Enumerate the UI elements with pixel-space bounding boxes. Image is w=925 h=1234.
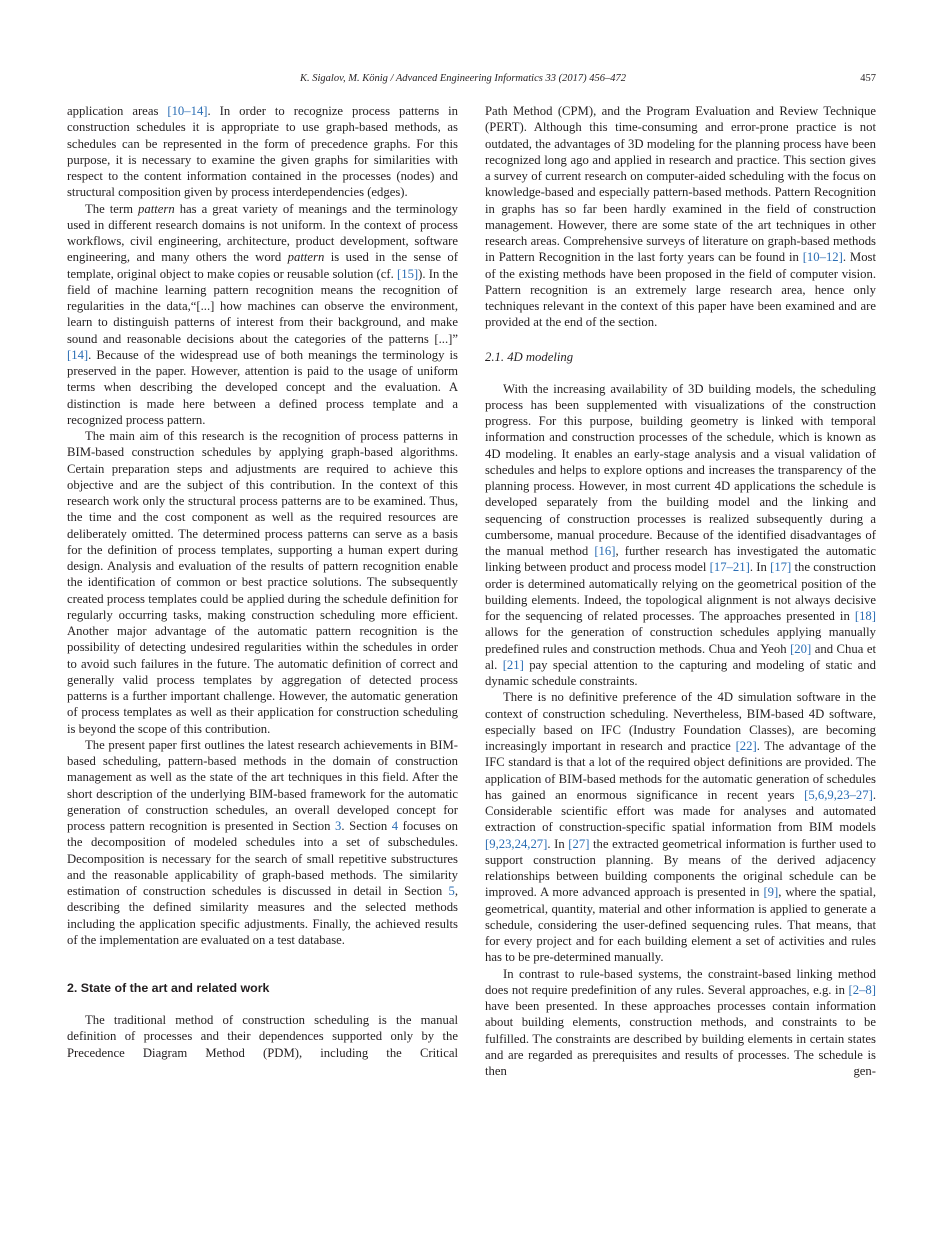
paragraph: There is no definitive preference of the 4D simulation software in the context of construction scheduling. Nevertheless, BIM-based 4D software, especially based on IFC (Industry Foundation Classes), are becoming increasingly important in research and practice [22]. The advantage of the IFC standard is that a lot of the required object definitions are provided. The application of BIM-based methods for the automatic generation of schedules has gained an enormous significance in recent years [5,6,9,23–27]. Considerable scientific effort was made for analyses and automated extraction of construction-specific spatial information from BIM models [9,23,24,27]. In [27] the extracted geometrical information is further used to support construction planning. By means of the derived adjacency relationships between building components the original schedule can be improved. A more advanced approach is presented in [9], where the spatial, geometrical, quantity, material and other information is applied to generate a schedule, considering the user-defined sequencing rules. That means, that for every project and for each building element a set of activities and rules has to be pre-determined manually. bbox=[485, 690, 876, 965]
paragraph: application areas [10–14]. In order to recognize process patterns in construction schedules it is appropriate to use graph-based methods, as schedules can be represented in the form of precedence graphs. For this purpose, it is necessary to examine the given graphs for similarities with respect to the content information contained in the processes (nodes) and structural composition given by process interdependencies (edges). bbox=[67, 104, 458, 200]
citation-link[interactable]: [27] bbox=[568, 836, 590, 851]
citation-link[interactable]: [10–14] bbox=[167, 104, 208, 118]
citation-link[interactable]: [2–8] bbox=[848, 982, 876, 997]
citation-link[interactable]: [18] bbox=[854, 609, 876, 623]
paragraph: With the increasing availability of 3D building models, the scheduling process has been supplemented with visualizations of the construction progress. For this purpose, building geometry is linked with temporal information and construction processes of the schedule, which is known as 4D modeling. It enables an early-stage analysis and a visual validation of schedules and helps to explore options and increases the transparency of the planning process. However, in most current 4D applications the schedule is developed separately from the building model and the linking and sequencing of construction processes is realized subsequently during a cumbersome, manual procedure. Because of the identified disadvantages of the manual method [16], further research has investigated the automatic linking between product and process model [17–21]. In [17] the construction order is determined automatically relying on the geometrical position of the building elements. Indeed, the topological alignment is not always decisive for the sequencing of related processes. The approaches presented in [18] allows for the generation of construction schedules applying manually predefined rules and construction methods. Chua and Yeoh [20] and Chua et al. [21] pay special attention to the capturing and modeling of static and dynamic schedule constraints. bbox=[485, 381, 876, 688]
paragraph: The term pattern has a great variety of meanings and the terminology used in different research domains is not uniform. In the context of process workflows, civil engineering, architecture, product development, software engineering, and many others the word pattern is used in the sense of template, original object to make copies or reusable solution (cf. [15]). In the field of machine learning pattern recognition means the recognition of regularities in the data,“[...] how machines can observe the environment, learn to distinguish patterns of interest from their background, and make sound and reasonable decisions about the categories of the patterns [...]” [14]. Because of the widespread use of both meanings the terminology is preserved in the paper. However, attention is paid to the usage of uniform terms when describing the developed concept and the evaluation. A distinction is made here between a defined process template and a recognized process pattern. bbox=[67, 201, 458, 427]
subsection-heading: 2.1. 4D modeling bbox=[485, 349, 574, 364]
section-link[interactable]: 5 bbox=[448, 884, 455, 898]
paragraph: The main aim of this research is the recognition of process patterns in BIM-based construction schedules by applying graph-based algorithms. Certain preparation steps and adjustments are required to achieve this objective and are the subject of this contribution. In the context of this research work only the structural process patterns are to be examined. Thus, the time and the cost component as well as the required resources are deliberately omitted. The determined process patterns can serve as a basis for the definition of process templates, supporting a human expert during design. Analysis and evaluation of the results of pattern recognition enable the identification of common or best practice solutions. The subsequently created process templates could be applied during the schedule definition for regularly occurring tasks, making construction scheduling more efficient. Another major advantage of the automatic pattern recognition is the possibility of detecting undesired regularities within the schedules in order to avoid such failures in the future. The automatic definition of correct and generally valid process templates by aggregation of detected process patterns is a further important challenge. However, the automatic generation of process templates as well as their application for construction scheduling is beyond the scope of this contribution. bbox=[67, 429, 458, 736]
citation-link[interactable]: [9,23,24,27] bbox=[485, 836, 548, 851]
page-number: 457 bbox=[860, 73, 876, 84]
citation-link[interactable]: [14] bbox=[67, 347, 89, 362]
citation-link[interactable]: [16] bbox=[594, 544, 616, 558]
citation-link[interactable]: [21] bbox=[502, 657, 524, 672]
left-column bbox=[67, 103, 458, 1061]
right-column bbox=[485, 103, 876, 1079]
section-link[interactable]: 3 bbox=[335, 819, 342, 833]
paragraph: In contrast to rule-based systems, the constraint-based linking method does not require predefinition of any rules. Several approaches, e.g. in [2–8] have been presented. In these approaches processes contain information about building elements, construction methods, and constraints to be fulfilled. The constraints are described by building elements in certain states and are regarded as prerequisites and results of processes. The schedule is then gen- bbox=[485, 966, 876, 1078]
citation-link[interactable]: [5,6,9,23–27] bbox=[804, 787, 873, 802]
section-heading: 2. State of the art and related work bbox=[67, 981, 270, 995]
citation-link[interactable]: [10–12] bbox=[802, 250, 843, 265]
citation-link[interactable]: [9] bbox=[763, 885, 779, 900]
citation-link[interactable]: [17–21] bbox=[709, 560, 750, 575]
section-link[interactable]: 4 bbox=[391, 819, 399, 833]
citation-link[interactable]: [22] bbox=[735, 739, 757, 753]
citation-link[interactable]: [20] bbox=[790, 641, 812, 656]
running-title: K. Sigalov, M. König / Advanced Engineering Informatics 33 (2017) 456–472 bbox=[300, 73, 626, 84]
paragraph: The traditional method of construction scheduling is the manual definition of processes and their dependences supported only by the Precedence Diagram Method (PDM), including the Critical bbox=[67, 1013, 458, 1060]
paragraph: Path Method (CPM), and the Program Evaluation and Review Technique (PERT). Although this time-consuming and error-prone practice is not outdated, the advantages of 3D modeling for the planning process have been recognized long ago and applied in research and practice. This section gives a survey of current research on computer-aided scheduling with the focus on knowledge-based and especially pattern-based methods. Pattern Recognition in graphs has so far been hardly examined in the field of construction management. However, there are some state of the art techniques in other research areas. Comprehensive surveys of literature on graph-based methods in Pattern Recognition in the last forty years can be found in [10–12]. Most of the existing methods have been proposed in the field of computer vision. Pattern recognition is an extremely large research area, hence only techniques relevant in the context of this paper have been examined and are provided at the end of the section. bbox=[485, 104, 877, 330]
paragraph: The present paper first outlines the latest research achievements in BIM-based scheduling, pattern-based methods in the domain of construction management as well as the state of the art techniques in this field. After the short description of the underlying BIM-based framework for the automatic generation of construction schedules, an overall developed concept for process pattern recognition is presented in Section 3. Section 4 focuses on the decomposition of modeled schedules into a set of subschedules. Decomposition is necessary for the search of small repetitive substructures and the reasonable applicability of graph-based methods. The similarity estimation of construction schedules is discussed in detail in Section 5, describing the defined similarity measures and the selected methods including the application specific adjustments. Finally, the achieved results of the implementation are evaluated on a test database. bbox=[67, 737, 458, 947]
citation-link[interactable]: [15] bbox=[397, 266, 419, 281]
citation-link[interactable]: [17] bbox=[770, 560, 792, 575]
